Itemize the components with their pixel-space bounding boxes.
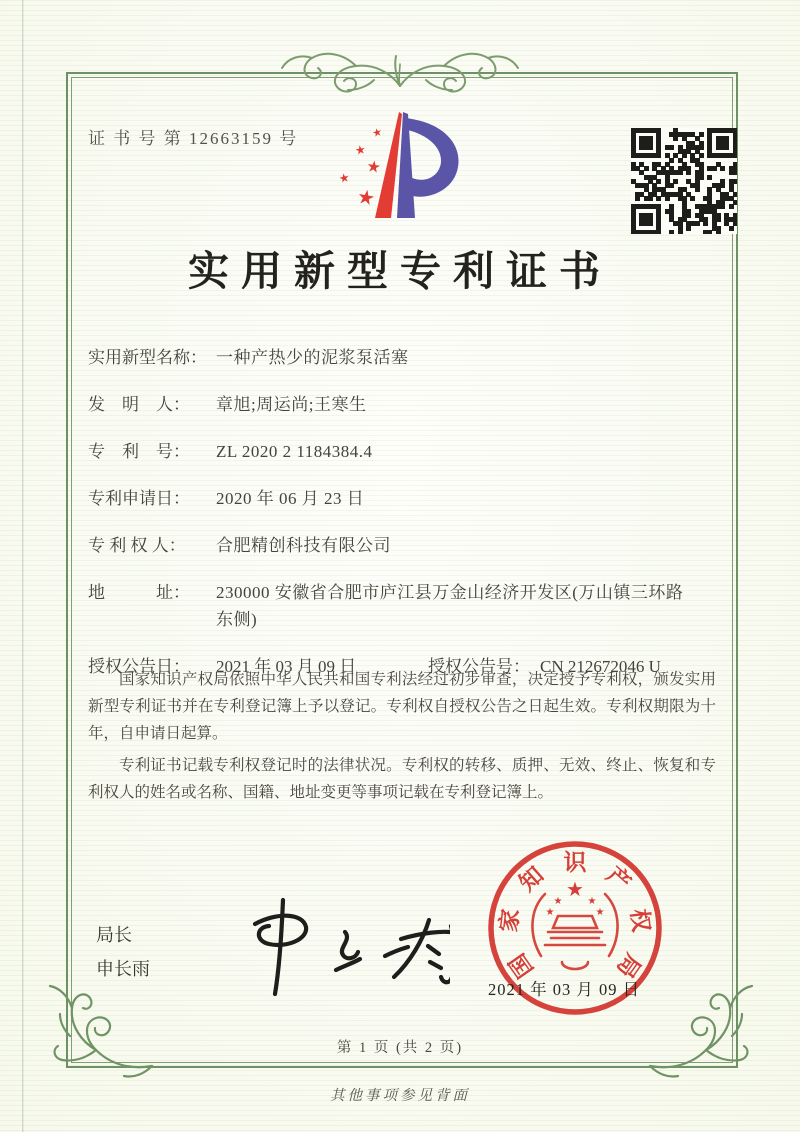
- svg-text:知: 知: [514, 862, 549, 897]
- signer-name: 申长雨: [96, 959, 150, 979]
- field-filing-date: [88, 485, 718, 512]
- certificate-qr-code: [631, 128, 737, 234]
- seal-date: 2021 年 03 月 09 日: [488, 980, 641, 999]
- back-side-note: 其他事项参见背面: [330, 1088, 470, 1104]
- svg-text:★: ★: [353, 142, 367, 158]
- grant-number-label: 授权公告号：: [428, 657, 530, 676]
- svg-text:★: ★: [545, 907, 555, 918]
- field-patent-number: [88, 438, 718, 465]
- page-number-footer: 第 1 页 (共 2 页): [336, 1040, 464, 1056]
- field-value: 230000 安徽省合肥市庐江县万金山经济开发区(万山镇三环路东侧): [216, 583, 684, 629]
- field-address: [88, 579, 718, 633]
- certificate-number: 证 书 号 第 12663159 号: [88, 129, 299, 148]
- certificate-fields: [88, 344, 718, 700]
- svg-text:★: ★: [355, 183, 378, 211]
- field-value: 合肥精创科技有限公司: [216, 536, 391, 555]
- svg-text:国: 国: [504, 948, 539, 983]
- signer-title: 局长: [96, 925, 132, 945]
- svg-text:★: ★: [587, 896, 597, 907]
- field-patentee: [88, 532, 718, 559]
- field-utility-model-name: [88, 344, 718, 371]
- svg-text:权: 权: [626, 907, 654, 934]
- grant-number-value: CN 212672046 U: [540, 657, 661, 676]
- field-value: ZL 2020 2 1184384.4: [216, 442, 373, 461]
- svg-text:家: 家: [496, 907, 524, 934]
- svg-text:★: ★: [365, 156, 383, 177]
- svg-text:产: 产: [601, 862, 636, 897]
- field-label: 实用新型名称：: [88, 348, 207, 367]
- field-label: 授权公告日：: [88, 657, 190, 676]
- legal-text-block: [88, 666, 716, 811]
- svg-text:★: ★: [566, 877, 584, 901]
- svg-text:★: ★: [370, 125, 384, 141]
- field-value: 章旭;周运尚;王寒生: [216, 395, 367, 414]
- svg-text:★: ★: [553, 896, 563, 907]
- svg-text:识: 识: [563, 850, 587, 875]
- field-label: 发 明 人：: [88, 395, 190, 414]
- svg-text:★: ★: [337, 170, 351, 187]
- field-label: 专利申请日：: [88, 489, 190, 508]
- cnipa-patent-logo-icon: [325, 106, 475, 228]
- svg-text:★: ★: [595, 907, 605, 918]
- field-value: 2020 年 06 月 23 日: [216, 489, 365, 508]
- commissioner-signature: [225, 882, 450, 1000]
- certificate-title: 实用新型专利证书: [188, 248, 612, 294]
- legal-paragraph-2: 专利证书记载专利权登记时的法律状况。专利权的转移、质押、无效、终止、恢复和专利权人的姓名或名称、国籍、地址变更等事项记载在专利登记簿上。: [88, 757, 716, 801]
- scan-paper-edge: [22, 0, 24, 1132]
- legal-paragraph-1: 国家知识产权局依照中华人民共和国专利法经过初步审查，决定授予专利权，颁发实用新型专利证书并在专利登记簿上予以登记。专利权自授权公告之日起生效。专利权期限为十年，自申请日起算。: [88, 671, 716, 742]
- field-inventors: [88, 391, 718, 418]
- svg-text:局: 局: [611, 948, 646, 983]
- grant-date-value: 2021 年 03 月 09 日: [216, 657, 357, 676]
- field-label: 地 址：: [88, 583, 190, 602]
- field-value: 一种产热少的泥浆泵活塞: [216, 348, 409, 367]
- field-label: 专 利 权 人：: [88, 536, 186, 555]
- field-label: 专 利 号：: [88, 442, 190, 461]
- signer-block: [96, 918, 150, 986]
